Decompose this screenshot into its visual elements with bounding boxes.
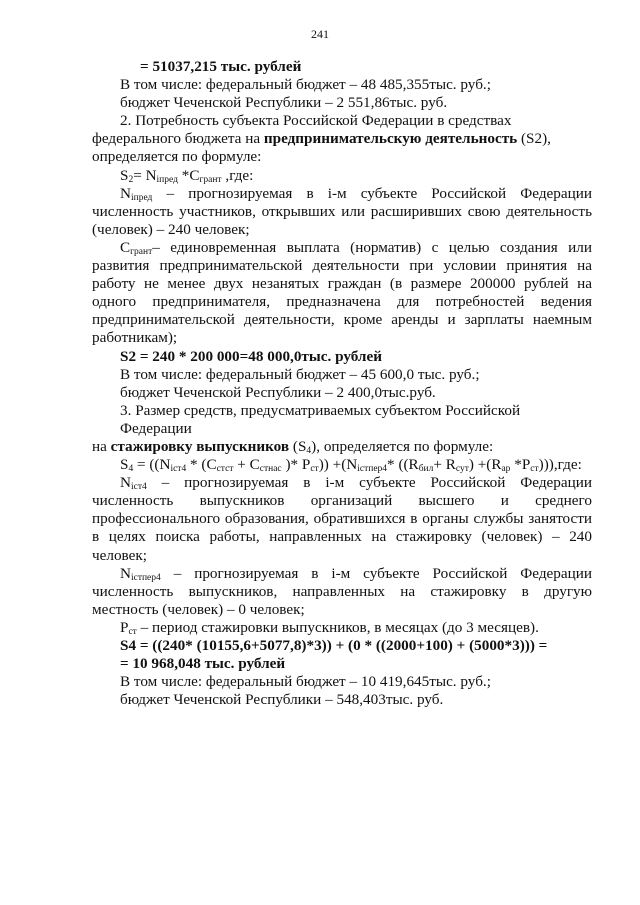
definition-symbol: P [120,618,129,636]
formula-subscript: бил [418,464,434,475]
item3-calculation-line2: = 10 968,048 тыс. рублей [120,655,286,673]
formula-part: + R [433,456,456,474]
formula-part: = N [133,166,157,184]
formula-subscript: iпред [156,174,178,185]
formula-part: ))),где: [538,456,582,474]
formula-subscript: iстпер4 [357,464,388,475]
formula-symbol: S [120,166,129,184]
formula-part: = ((N [133,456,171,474]
item3-heading-line1: 3. Размер средств, предусматриваемых субъектом Российской Федерации [120,401,521,437]
definition-text: – прогнозируемая в i-м субъекте Российской Федерации численность выпускников, направленных на стажировку в другую местность (человек) – 0 человек; [92,564,592,618]
item2-heading-line1: 2. Потребность субъекта Российской Федерации в средствах [120,112,512,130]
s1-federal-budget: В том числе: федеральный бюджет – 48 485,355тыс. руб.; [120,76,491,94]
item3-chechen-budget: бюджет Чеченской Республики – 548,403тыс. руб. [120,691,444,709]
item2-formula [92,167,592,185]
definition-text: – прогнозируемая в i-м субъекте Российской Федерации численность выпускников организаций высшего и среднего профессионального образования, обратившихся в органы службы занятости в целях поиска работы, направленных на стажировку (человек) – 240 человек; [92,474,592,564]
formula-subscript: 2 [128,174,134,185]
item2-federal-budget: В том числе: федеральный бюджет – 45 600,0 тыс. руб.; [120,365,480,383]
internship-term: стажировку выпускников [110,437,290,455]
formula-part: S [120,456,129,474]
definition-subscript: iстпер4 [130,572,161,583]
formula-part: + C [233,456,260,474]
item2-result: S2 = 240 * 200 000=48 000,0тыс. рублей [120,347,382,365]
item3-heading-line2 [92,438,592,456]
formula-subscript: 4 [128,464,134,475]
item2-heading-text: федерального бюджета на [92,130,264,148]
item2-chechen-budget: бюджет Чеченской Республики – 2 400,0тыс.руб. [120,383,436,401]
definition-text: – прогнозируемая в i-м субъекте Российской Федерации численность участников, открывших или расширивших свою деятельность (человек) – 240 человек; [92,184,592,238]
s1-chechen-budget: бюджет Чеченской Республики – 2 551,86тыс. руб. [120,94,448,112]
item3-heading-subscript: 4 [306,445,312,456]
definition-symbol: N [120,564,131,582]
definition-subscript: iст4 [130,482,147,493]
item3-n1-definition [92,474,592,564]
item3-heading-text: на [92,437,111,455]
item3-federal-budget: В том числе: федеральный бюджет – 10 419,645тыс. руб.; [120,673,491,691]
formula-part: * ((R [387,456,419,474]
definition-subscript: ст [128,626,137,637]
formula-subscript: стнас [259,464,282,475]
item3-n2-definition [92,565,592,619]
item3-calculation-line1: S4 = ((240* (10155,6+5077,8)*3)) + (0 * ((2000+100) + (5000*3))) = [120,637,548,654]
formula-part: ,где: [221,166,254,184]
formula-subscript: ст [310,464,319,475]
definition-text: – период стажировки выпускников, в месяцах (до 3 месяцев). [136,618,539,636]
formula-part: ) +(R [468,456,502,474]
formula-subscript: сут [455,464,469,475]
entrepreneurship-term: предпринимательскую деятельность [263,130,518,148]
formula-subscript: ст [530,464,539,475]
item2-heading-line3: определяется по формуле: [92,148,262,166]
definition-subscript: iпред [130,192,153,203]
definition-symbol: N [120,474,131,492]
item2-heading-line2 [92,130,592,148]
page-number: 241 [311,27,329,41]
formula-subscript: стст [216,464,234,475]
item3-formula [92,456,592,474]
formula-subscript: iст4 [170,464,187,475]
formula-part: )* P [281,456,311,474]
formula-part: *C [177,166,200,184]
formula-subscript: грант [199,174,222,185]
formula-part: )) +(N [318,456,358,474]
total-s1: = 51037,215 тыс. рублей [140,58,302,75]
formula-part: *P [510,456,531,474]
formula-part: * (C [186,456,217,474]
item2-n-definition [92,185,592,239]
item3-p-definition [92,619,592,637]
definition-subscript: грант [130,246,153,257]
item3-heading-symbol: (S [289,437,307,455]
definition-symbol: C [120,238,131,256]
item2-heading-symbol: (S2), [517,130,551,148]
document-body [92,58,592,709]
definition-text: – единовременная выплата (норматив) с целью создания или развития предпринимательской деятельности при условии принятия на работу не менее двух незанятых граждан (в размере 200000 рублей на одного предпринимателя, предназначена для потребностей ведения предпринимательской деятельности, кроме аренды и зарплаты наемным работникам); [92,238,592,347]
formula-subscript: ар [501,464,511,475]
item3-heading-text-end: ), определяется по формуле: [311,437,494,455]
item2-c-definition [92,239,592,348]
definition-symbol: N [120,184,131,202]
